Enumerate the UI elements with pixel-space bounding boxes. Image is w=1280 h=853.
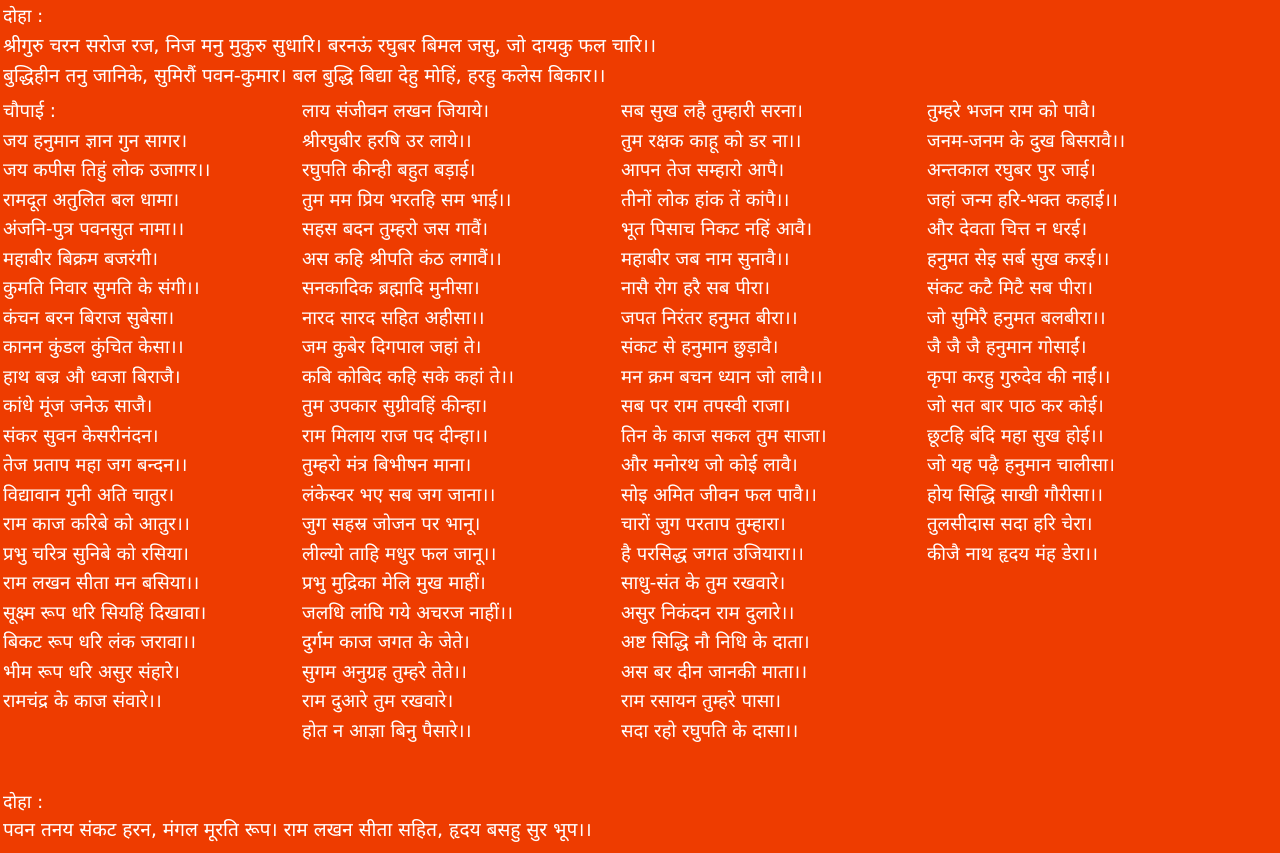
opening-doha-heading: दोहा : xyxy=(3,6,44,27)
verse-line: तीनों लोक हांक तें कांपै।। xyxy=(621,189,790,211)
verse-line: छूटहि बंदि महा सुख होई।। xyxy=(927,425,1104,447)
verse-line: संकट से हनुमान छुड़ावै। xyxy=(621,337,779,358)
verse-line: कंचन बरन बिराज सुबेसा। xyxy=(3,307,175,329)
verse-line: जहां जन्म हरि-भक्त कहाई।। xyxy=(927,189,1118,211)
verse-line: भूत पिसाच निकट नहिं आवै। xyxy=(621,219,813,240)
verse-line: अष्ट सिद्धि नौ निधि के दाता। xyxy=(621,632,810,653)
verse-line: असुर निकंदन राम दुलारे।। xyxy=(621,602,795,624)
verse-line: सदा रहो रघुपति के दासा।। xyxy=(621,720,799,742)
verse-line: कबि कोबिद कहि सके कहां ते।। xyxy=(302,366,515,388)
verse-line: सुगम अनुग्रह तुम्हरे तेते।। xyxy=(302,661,467,683)
verse-line: मन क्रम बचन ध्यान जो लावै।। xyxy=(621,366,823,388)
verse-line: राम रसायन तुम्हरे पासा। xyxy=(621,691,782,712)
verse-line: जपत निरंतर हनुमत बीरा।। xyxy=(621,307,798,329)
verse-line: कीजै नाथ हृदय मंह डेरा।। xyxy=(927,543,1099,565)
verse-line: जलधि लांघि गये अचरज नाहीं।। xyxy=(302,602,514,624)
verse-line: तिन के काज सकल तुम साजा। xyxy=(621,425,827,447)
closing-doha-heading: दोहा : xyxy=(3,792,44,813)
verse-line: दुर्गम काज जगत के जेते। xyxy=(302,632,470,653)
verse-line: चारों जुग परताप तुम्हारा। xyxy=(621,514,786,535)
verse-line: जो सत बार पाठ कर कोई। xyxy=(927,396,1104,417)
verse-line: संकर सुवन केसरीनंदन। xyxy=(3,425,159,447)
chaupai-heading: चौपाई : xyxy=(3,101,57,122)
verse-line: रघुपति कीन्ही बहुत बड़ाई। xyxy=(302,160,476,181)
verse-line: श्रीरघुबीर हरषि उर लाये।। xyxy=(302,130,472,152)
chaupai-column-3 xyxy=(621,97,827,746)
verse-line: कानन कुंडल कुंचित केसा।। xyxy=(3,337,184,358)
verse-line: लील्यो ताहि मधुर फल जानू।। xyxy=(302,543,497,565)
verse-line: जम कुबेर दिगपाल जहां ते। xyxy=(302,337,482,358)
verse-line: राम लखन सीता मन बसिया।। xyxy=(3,573,200,594)
verse-line: तेज प्रताप महा जग बन्दन।। xyxy=(3,455,188,476)
verse-line: है परसिद्ध जगत उजियारा।। xyxy=(621,543,804,565)
closing-doha-line: पवन तनय संकट हरन, मंगल मूरति रूप। राम लखन सीता सहित, हृदय बसहु सुर भूप।। xyxy=(3,819,592,841)
verse-line: जै जै जै हनुमान गोसाईं। xyxy=(927,337,1087,358)
verse-line: आपन तेज सम्हारो आपै। xyxy=(621,160,785,181)
verse-line: और मनोरथ जो कोई लावै। xyxy=(621,455,798,476)
verse-line: तुम्हरो मंत्र बिभीषन माना। xyxy=(302,455,472,476)
verse-line: हनुमत सेइ सर्ब सुख करई।। xyxy=(927,248,1110,270)
verse-line: अन्तकाल रघुबर पुर जाई। xyxy=(927,160,1096,181)
verse-line: जुग सहस्र जोजन पर भानू। xyxy=(302,514,481,535)
verse-line: अंजनि-पुत्र पवनसुत नामा।। xyxy=(3,219,185,240)
verse-line: प्रभु मुद्रिका मेलि मुख माहीं। xyxy=(302,573,486,594)
verse-line: महाबीर बिक्रम बजरंगी। xyxy=(3,248,159,270)
opening-doha-line-2: बुद्धिहीन तनु जानिके, सुमिरौं पवन-कुमार। बल बुद्धि बिद्या देहु मोहिं, हरहु कलेस बिकार।। xyxy=(3,65,606,87)
verse-line: सोइ अमित जीवन फल पावै।। xyxy=(621,484,817,506)
verse-line: संकट कटै मिटै सब पीरा। xyxy=(927,278,1094,299)
verse-line: तुम मम प्रिय भरतहि सम भाई।। xyxy=(302,189,512,211)
verse-line: लंकेस्वर भए सब जग जाना।। xyxy=(302,484,496,506)
chaupai-column-4 xyxy=(927,97,1125,569)
verse-line: साधु-संत के तुम रखवारे। xyxy=(621,573,786,594)
verse-line: राम दुआरे तुम रखवारे। xyxy=(302,691,454,712)
verse-line: कुमति निवार सुमति के संगी।। xyxy=(3,278,200,299)
verse-line: तुम उपकार सुग्रीवहिं कीन्हा। xyxy=(302,396,488,417)
verse-line: जो यह पढ़ै हनुमान चालीसा। xyxy=(927,455,1115,476)
verse-line: रामचंद्र के काज संवारे।। xyxy=(3,691,162,712)
verse-line: लाय संजीवन लखन जियाये। xyxy=(302,101,490,122)
verse-line: होय सिद्धि साखी गौरीसा।। xyxy=(927,484,1103,506)
verse-line: रामदूत अतुलित बल धामा। xyxy=(3,189,180,211)
verse-line: राम मिलाय राज पद दीन्हा।। xyxy=(302,425,489,447)
verse-line: नारद सारद सहित अहीसा।। xyxy=(302,307,485,329)
verse-line: और देवता चित्त न धरई। xyxy=(927,219,1088,240)
verse-line: जनम-जनम के दुख बिसरावै।। xyxy=(927,130,1126,152)
chaupai-column-2 xyxy=(302,97,514,746)
verse-line: सहस बदन तुम्हरो जस गावैं। xyxy=(302,219,489,240)
verse-line: नासै रोग हरै सब पीरा। xyxy=(621,278,770,299)
verse-line: राम काज करिबे को आतुर।। xyxy=(3,514,190,535)
verse-line: हाथ बज्र औ ध्वजा बिराजै। xyxy=(3,366,181,388)
verse-line: प्रभु चरित्र सुनिबे को रसिया। xyxy=(3,543,189,565)
verse-line: होत न आज्ञा बिनु पैसारे।। xyxy=(302,720,472,742)
verse-line: सूक्ष्म रूप धरि सियहिं दिखावा। xyxy=(3,602,207,624)
chaupai-column-1 xyxy=(3,97,210,717)
verse-line: तुलसीदास सदा हरि चेरा। xyxy=(927,514,1093,535)
verse-line: कृपा करहु गुरुदेव की नाईं।। xyxy=(927,366,1111,388)
verse-line: जय हनुमान ज्ञान गुन सागर। xyxy=(3,130,188,152)
verse-line: कांधे मूंज जनेऊ साजै। xyxy=(3,396,153,417)
verse-line: तुम रक्षक काहू को डर ना।। xyxy=(621,130,802,152)
verse-line: अस बर दीन जानकी माता।। xyxy=(621,661,808,683)
verse-line: जय कपीस तिहुं लोक उजागर।। xyxy=(3,160,211,181)
verse-line: तुम्हरे भजन राम को पावै। xyxy=(927,101,1097,122)
verse-line: सनकादिक ब्रह्मादि मुनीसा। xyxy=(302,278,480,299)
verse-line: सब सुख लहै तुम्हारी सरना। xyxy=(621,101,803,122)
verse-line: महाबीर जब नाम सुनावै।। xyxy=(621,248,790,270)
verse-line: जो सुमिरै हनुमत बलबीरा।। xyxy=(927,307,1106,329)
verse-line: अस कहि श्रीपति कंठ लगावैं।। xyxy=(302,248,502,270)
verse-line: बिकट रूप धरि लंक जरावा।। xyxy=(3,632,196,653)
verse-line: विद्यावान गुनी अति चातुर। xyxy=(3,484,175,506)
verse-line: सब पर राम तपस्वी राजा। xyxy=(621,396,791,417)
verse-line: भीम रूप धरि असुर संहारे। xyxy=(3,661,180,683)
opening-doha-line-1: श्रीगुरु चरन सरोज रज, निज मनु मुकुरु सुधारि। बरनऊं रघुबर बिमल जसु, जो दायकु फल चारि।। xyxy=(3,35,657,57)
